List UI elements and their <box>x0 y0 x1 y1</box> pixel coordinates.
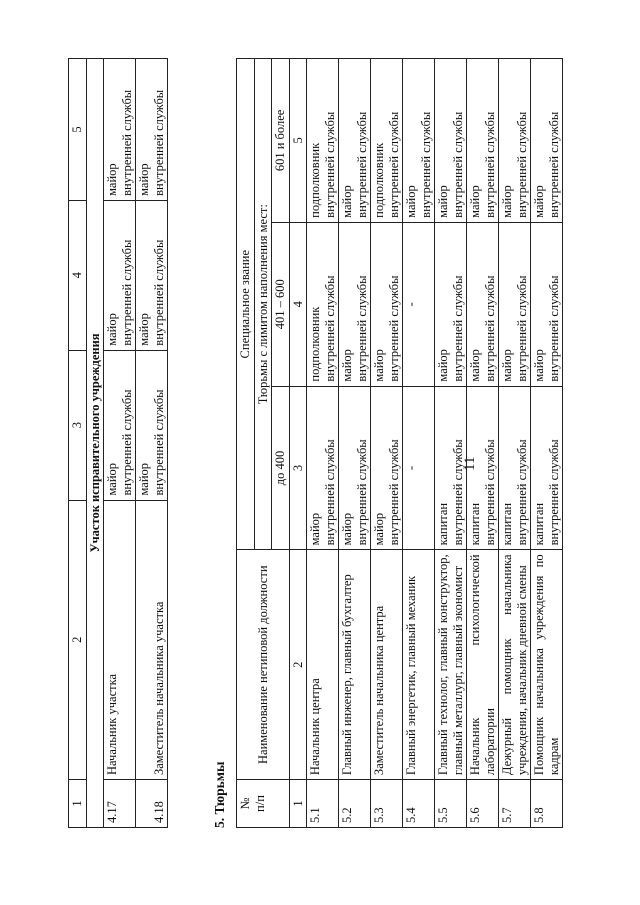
rank-cell: майор внутренней службы <box>136 200 168 350</box>
row-number: 5.5 <box>435 780 467 828</box>
rank-cell: майор внутренней службы <box>104 59 136 201</box>
rank-cell: - <box>403 222 435 386</box>
column-number: 3 <box>69 350 87 500</box>
rank-cell: майор внутренней службы <box>104 200 136 350</box>
rank-cell: майор внутренней службы <box>307 386 339 550</box>
position-name: Главный инженер, главный бухгалтер <box>339 550 371 780</box>
table-prisons <box>236 58 563 828</box>
position-name: Начальник центра <box>307 550 339 780</box>
rank-cell: подполковник внутренней службы <box>307 59 339 223</box>
rank-cell: капитан внутренней службы <box>499 386 531 550</box>
column-number: 3 <box>289 386 307 550</box>
rank-cell: майор внутренней службы <box>435 59 467 223</box>
column-number: 4 <box>289 222 307 386</box>
table-row <box>339 59 371 828</box>
rank-cell: майор внутренней службы <box>435 222 467 386</box>
row-number: 5.4 <box>403 780 435 828</box>
rank-cell: майор внутренней службы <box>371 386 403 550</box>
table-row <box>435 59 467 828</box>
rank-cell: майор внутренней службы <box>371 222 403 386</box>
row-number: 5.2 <box>339 780 371 828</box>
rank-cell: майор внутренней службы <box>339 386 371 550</box>
rank-cell: майор внутренней службы <box>467 222 499 386</box>
rank-cell: майор внутренней службы <box>499 222 531 386</box>
row-number: 5.8 <box>531 780 563 828</box>
row-number: 4.17 <box>104 780 136 828</box>
row-number: 5.7 <box>499 780 531 828</box>
row-number: 5.6 <box>467 780 499 828</box>
rank-cell: майор внутренней службы <box>339 222 371 386</box>
section-title: Участок исправительного учреждения <box>86 59 104 828</box>
rank-cell: майор внутренней службы <box>339 59 371 223</box>
table-row <box>467 59 499 828</box>
row-number: 5.1 <box>307 780 339 828</box>
header-position-name: Наименование нетиповой должности <box>237 550 290 780</box>
table-correctional-section <box>68 58 168 828</box>
rank-cell: майор внутренней службы <box>403 59 435 223</box>
table-row <box>307 59 339 828</box>
rank-cell: майор внутренней службы <box>136 350 168 500</box>
rank-cell: - <box>403 386 435 550</box>
rank-cell: майор внутренней службы <box>104 350 136 500</box>
header-number: № п/п <box>237 780 290 828</box>
position-name: Дежурный помощник начальника учреждения, начальник дневной смены <box>499 550 531 780</box>
column-number: 2 <box>289 550 307 780</box>
position-name: Заместитель начальника участка <box>136 500 168 780</box>
rank-cell: майор внутренней службы <box>531 222 563 386</box>
column-number: 5 <box>289 59 307 223</box>
column-number-row <box>289 59 307 828</box>
rank-cell: подполковник внутренней службы <box>307 222 339 386</box>
rank-cell: капитан внутренней службы <box>467 386 499 550</box>
header-range: 401 – 600 <box>272 222 290 386</box>
table-row <box>371 59 403 828</box>
header-limit: Тюрьмы с лимитом наполнения мест: <box>254 59 272 550</box>
column-number: 1 <box>69 780 87 828</box>
rank-cell: майор внутренней службы <box>467 59 499 223</box>
table-row <box>531 59 563 828</box>
position-name: Главный технолог, главный конструктор, главный металлург, главный экономист <box>435 550 467 780</box>
rank-cell: майор внутренней службы <box>136 59 168 201</box>
table-row <box>136 59 168 828</box>
header-range: 601 и более <box>272 59 290 223</box>
rank-cell: майор внутренней службы <box>499 59 531 223</box>
position-name: Начальник участка <box>104 500 136 780</box>
column-number-row <box>69 59 87 828</box>
rank-cell: подполковник внутренней службы <box>371 59 403 223</box>
column-number: 1 <box>289 780 307 828</box>
row-number: 4.18 <box>136 780 168 828</box>
rank-cell: капитан внутренней службы <box>531 386 563 550</box>
rank-cell: майор внутренней службы <box>531 59 563 223</box>
section-heading: 5. Тюрьмы <box>212 761 227 828</box>
header-special-rank: Специальное звание <box>237 59 255 550</box>
position-name: Главный энергетик, главный механик <box>403 550 435 780</box>
header-row <box>237 59 255 828</box>
rank-cell: капитан внутренней службы <box>435 386 467 550</box>
position-name: Помощник начальника учреждения по кадрам <box>531 550 563 780</box>
column-number: 5 <box>69 59 87 201</box>
row-number: 5.3 <box>371 780 403 828</box>
column-number: 2 <box>69 500 87 780</box>
position-name: Заместитель начальника центра <box>371 550 403 780</box>
position-name: Начальник психологической лаборатории <box>467 550 499 780</box>
header-range: до 400 <box>272 386 290 550</box>
table-row <box>403 59 435 828</box>
page-number: 11 <box>462 456 478 471</box>
column-number: 4 <box>69 200 87 350</box>
table-row <box>499 59 531 828</box>
section-title-row <box>86 59 104 828</box>
table-row <box>104 59 136 828</box>
